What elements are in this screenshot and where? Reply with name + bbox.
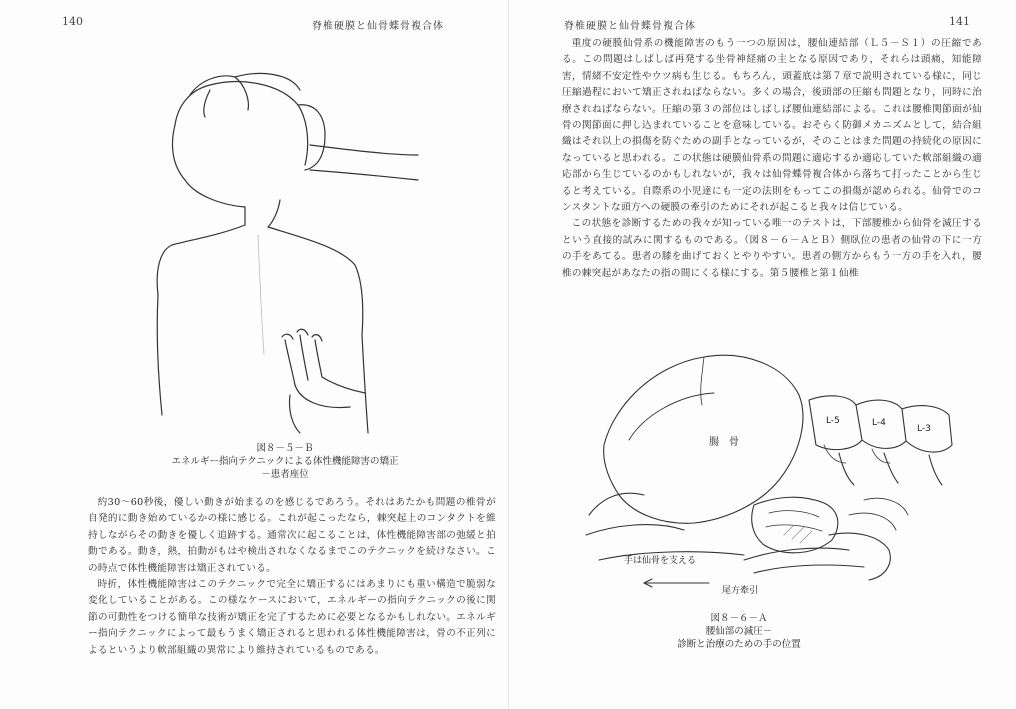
right-body-text: [562, 36, 982, 282]
paragraph: 時折，体性機能障害はこのテクニックで完全に矯正するにはあまりにも重い構造で脆弱な変化していることがある。この様なケースにおいて，エネルギーの指向テクニックの後に関節の可動性をつける簡単な技術が矯正を完了するために必要となるかもしれない。エネルギー指向テクニックによって最もうまく矯正されると思われる体性機能障害は，骨の不正列によるというより軟部組織の異常により維持されているものである。: [88, 579, 496, 656]
paragraph: 約30～60秒後，優しい動きが始まるのを感じるであろう。それはあたかも問題の椎骨が自発的に動き始めているかの様に感じる。これが起こったなら，棘突起上のコンタクトを維持しながらその動きを優しく追跡する。通常次に起こることは，体性機能障害部の弛緩と拍動である。動き，熱，拍動がもはや検出されなくなるまでこのテクニックを続けなさい。この時点で体性機能障害は矯正されている。: [88, 497, 496, 574]
label-caudal-traction: 尾方牽引: [722, 586, 759, 595]
figure-caption-line1: エネルギー指向テクニックによる体性機能障害の矯正: [171, 456, 399, 467]
running-head-left: 脊椎硬膜と仙骨蝶骨複合体: [312, 21, 444, 32]
label-l3: L-3: [917, 424, 931, 434]
label-l5: L-5: [826, 416, 840, 426]
figure-caption-line2: 診断と治療のための手の位置: [677, 639, 801, 650]
running-head-right: 脊椎硬膜と仙骨蝶骨複合体: [564, 21, 696, 32]
figure-8-6-a-illustration: [584, 345, 964, 595]
label-l4: L-4: [872, 418, 886, 428]
page-number-left: 140: [62, 15, 83, 28]
figure-caption-line1: 腰仙部の減圧－: [705, 626, 773, 637]
label-ilium: 腸 骨: [709, 437, 739, 448]
figure-number: 図８－５－Ｂ: [256, 443, 314, 454]
figure-8-5-b-caption: [150, 442, 420, 481]
figure-caption-line2: －患者座位: [261, 469, 309, 480]
right-page: [508, 0, 1016, 709]
paragraph: 重度の硬膜仙骨系の機能障害のもう一つの原因は，腰仙連結部（Ｌ５－Ｓ１）の圧縮である。この問題はしばしば再発する坐骨神経痛の主となる原因であり，それらは頭痛，知能障害，情緒不安定性やウツ病も生じる。もちろん，頭蓋底は第７章で説明されている様に，同じ圧縮過程において矯正されねばならない。多くの場合，後頭部の圧縮も問題となり，同時に治療されねばならない。圧縮の第３の部位はしばしば腰仙連結部による。これは腰椎関節面が仙骨の関節面に押し込まれていることを意味している。おそらく防御メカニズムとして，結合組織はそれ以上の損傷を防ぐための副手となっているが，そのことはまた問題の持続化の原因になっていると思われる。この状態は硬膜仙骨系の問題に適応するか適応していた軟部組織の適応部から生じているのかもしれないが，我々は仙骨蝶骨複合体から落ちて打ったことから生じると考えている。自際系の小児達にも一定の法則をもってこの損傷が認められる。仙骨でのコンスタントな頭方への硬膜の牽引のためにそれが起こると我々は信じている。: [562, 38, 982, 214]
figure-8-6-a-caption: [639, 612, 839, 651]
left-body-text: [88, 495, 496, 659]
paragraph: この状態を診断するための我々が知っている唯一のテストは，下部腰椎から仙骨を減圧するという直接的試みに関するものである。（図８－６－ＡとＢ）側臥位の患者の仙骨の下に一方の手をあてる。患者の膝を曲げておくとやりやすい。患者の側方からもう一方の手を入れ，腰椎の棘突起があなたの指の間にくる様にする。第５腰椎と第１仙椎: [562, 218, 982, 279]
label-sacrum-hand: 手は仙骨を支える: [624, 556, 697, 566]
figure-8-5-b-illustration: [150, 55, 420, 435]
figure-number: 図８－６－Ａ: [710, 613, 768, 624]
page-number-right: 141: [949, 15, 970, 28]
